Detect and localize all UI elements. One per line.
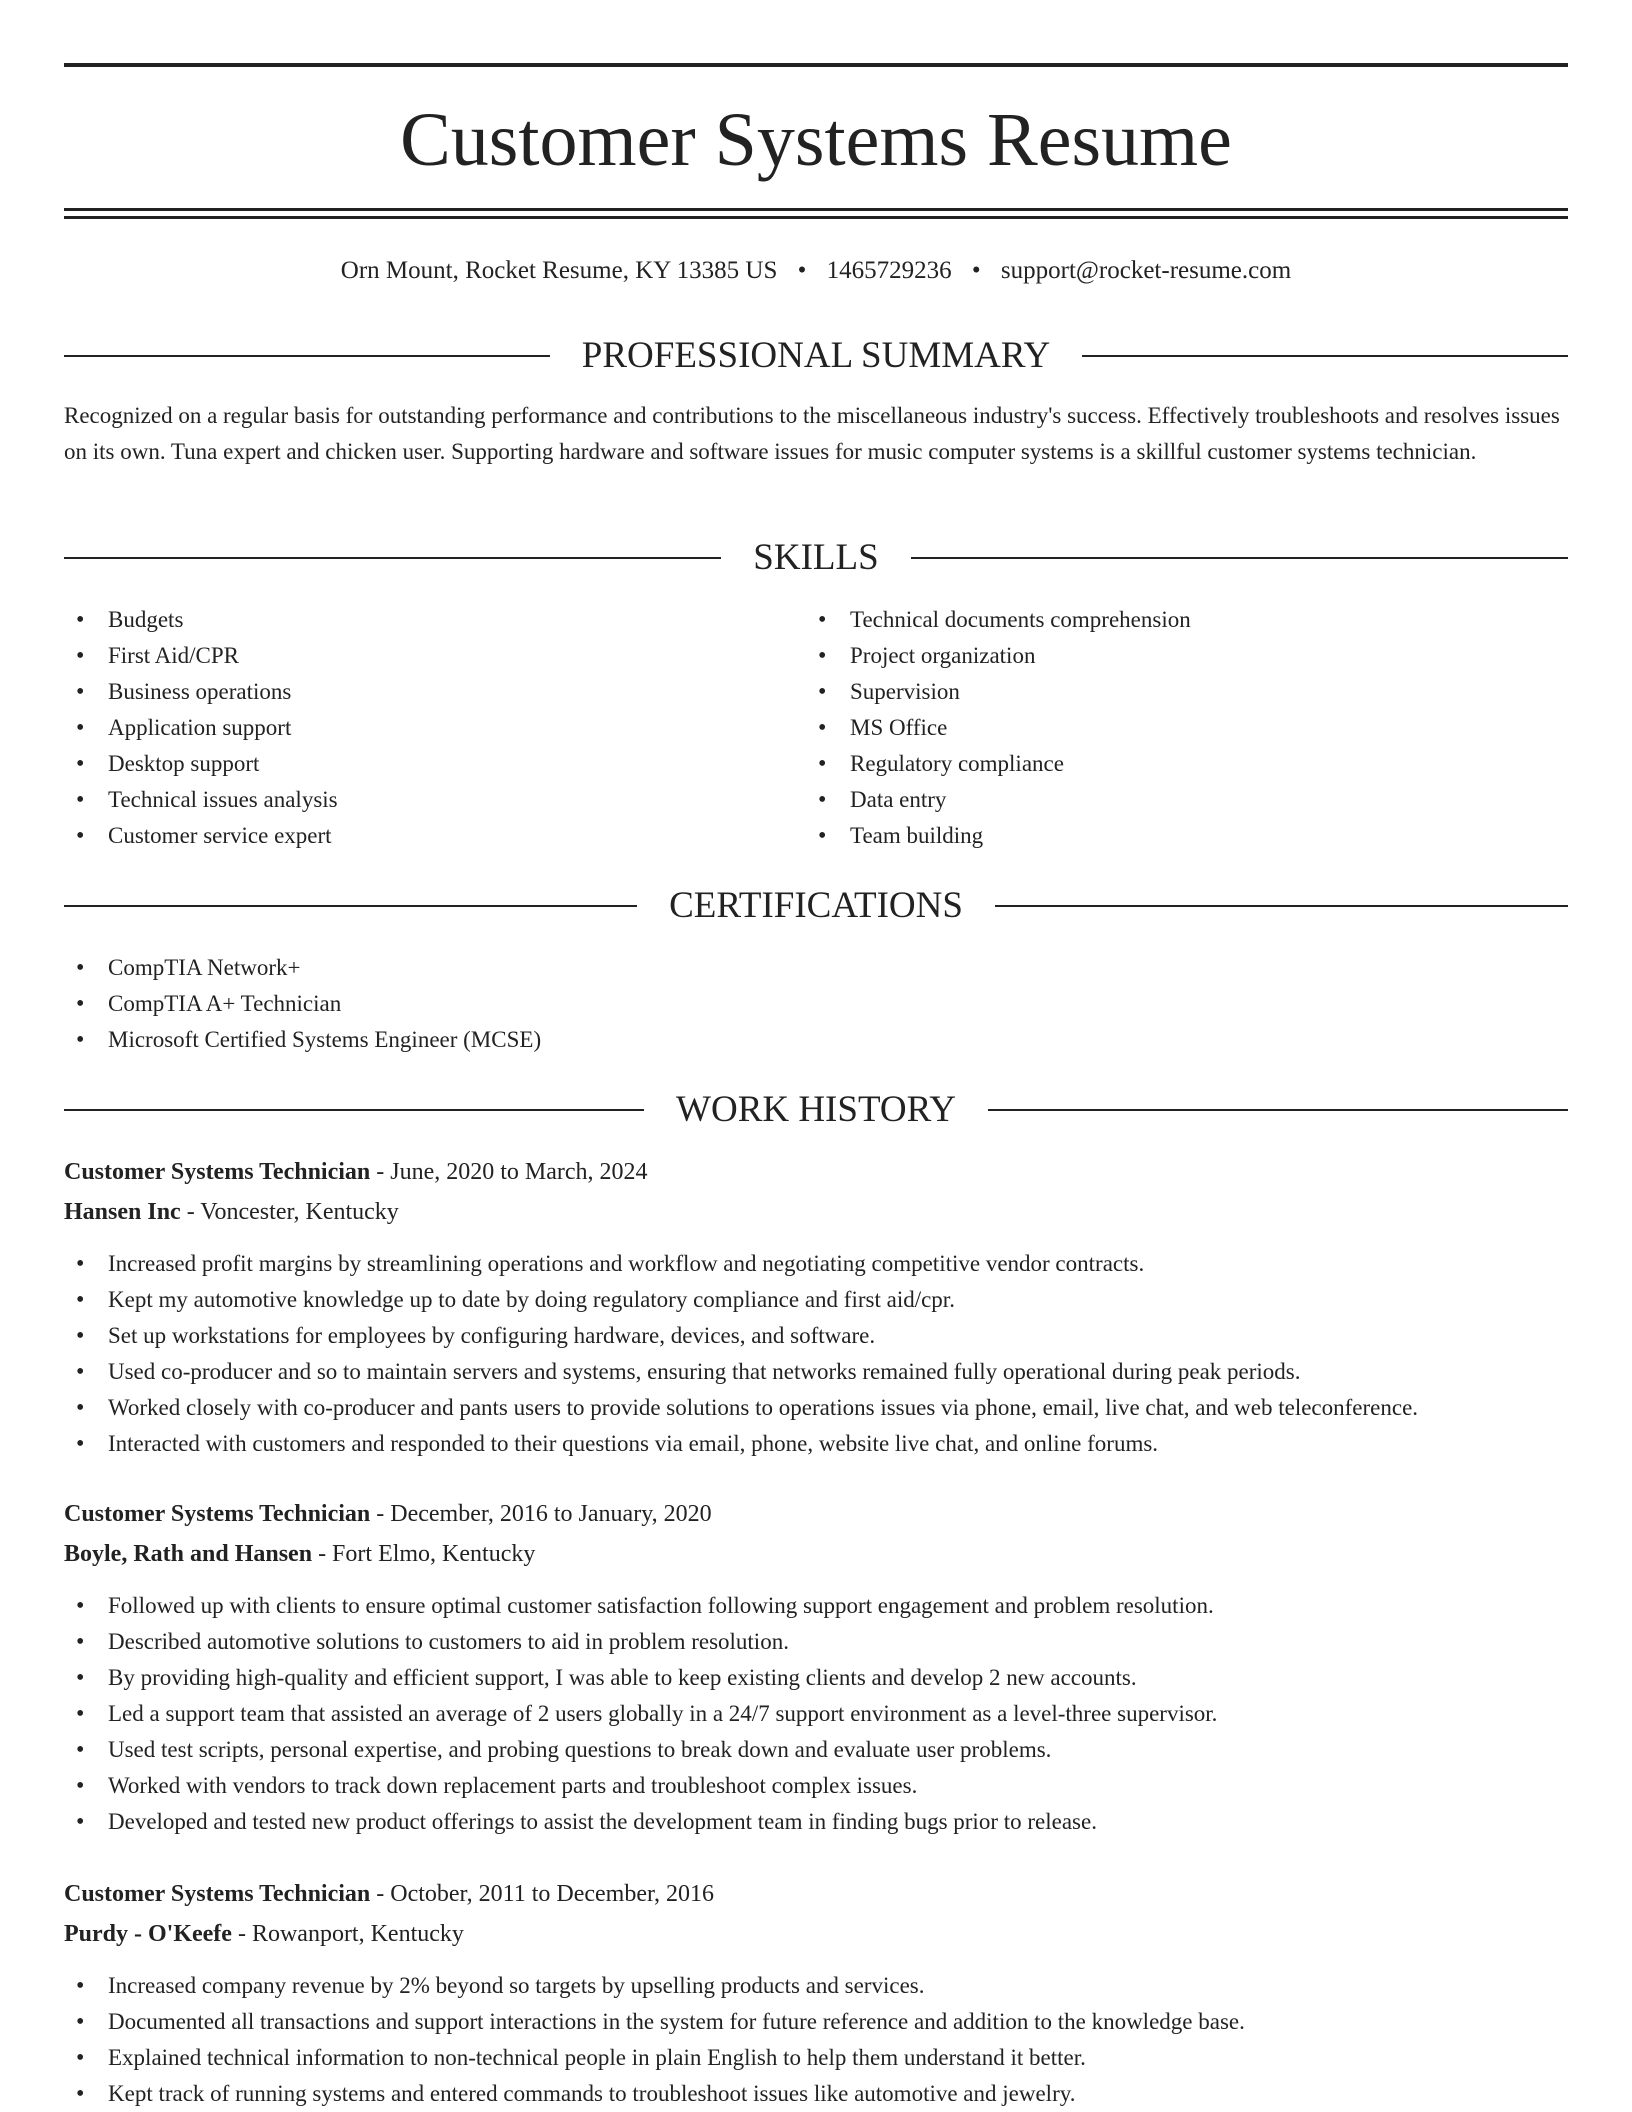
- job-bullet: • Set up workstations for employees by configuring hardware, devices, and software.: [64, 1318, 1568, 1354]
- job-bullet: • Increased company revenue by 2% beyond so targets by upselling products and services.: [64, 1968, 1568, 2004]
- contact-phone: 1465729236: [826, 257, 952, 284]
- job-bullet: • Developed and tested new product offerings to assist the development team in finding bugs prior to release.: [64, 1804, 1568, 1840]
- title-double-rule: [64, 208, 1568, 219]
- heading-rule: [64, 1109, 644, 1111]
- job-bullets: [64, 1246, 1568, 1462]
- job-bullets: [64, 1588, 1568, 1840]
- skill-item: • Supervision: [806, 674, 1566, 710]
- job-company-line: [64, 1534, 1568, 1574]
- job-dates: - June, 2020 to March, 2024: [370, 1159, 648, 1185]
- job-bullet: • Kept track of running systems and entered commands to troubleshoot issues like automotive and jewelry.: [64, 2076, 1568, 2112]
- heading-rule: [1082, 355, 1568, 357]
- section-heading-certifications: [64, 882, 1568, 930]
- contact-line: [64, 254, 1568, 288]
- job-bullet: • Interacted with customers and responded to their questions via email, phone, website live chat, and online forums.: [64, 1426, 1568, 1462]
- page-title: Customer Systems Resume: [400, 98, 1232, 182]
- job-title-line: [64, 1874, 1568, 1914]
- heading-rule: [64, 905, 637, 907]
- skill-item: • Budgets: [64, 602, 804, 638]
- skill-item: • Technical issues analysis: [64, 782, 804, 818]
- skill-item: • Customer service expert: [64, 818, 804, 854]
- job-bullet: • Used test scripts, personal expertise, and probing questions to break down and evaluate user problems.: [64, 1732, 1568, 1768]
- job-location: - Voncester, Kentucky: [180, 1199, 399, 1225]
- skill-item: • Desktop support: [64, 746, 804, 782]
- job-bullet: • Used co-producer and so to maintain servers and systems, ensuring that networks remained fully operational during peak periods.: [64, 1354, 1568, 1390]
- heading-rule: [64, 557, 721, 559]
- contact-address: Orn Mount, Rocket Resume, KY 13385 US: [340, 257, 778, 284]
- skill-item: • Technical documents comprehension: [806, 602, 1566, 638]
- job-location: - Rowanport, Kentucky: [231, 1921, 464, 1947]
- job-title: Customer Systems Technician: [64, 1159, 371, 1185]
- top-rule: [64, 63, 1568, 67]
- contact-separator: •: [797, 257, 807, 284]
- job-bullet: • Documented all transactions and support interactions in the system for future reference and addition to the knowledge base.: [64, 2004, 1568, 2040]
- skills-list-right: [806, 602, 1566, 854]
- skill-item: • Project organization: [806, 638, 1566, 674]
- job-entry: [64, 1874, 1568, 2112]
- job-bullet: • Kept my automotive knowledge up to date by doing regulatory compliance and first aid/cpr.: [64, 1282, 1568, 1318]
- job-title: Customer Systems Technician: [64, 1881, 371, 1907]
- skills-list-left: [64, 602, 804, 854]
- job-bullet: • Explained technical information to non-technical people in plain English to help them understand it better.: [64, 2040, 1568, 2076]
- section-heading-skills: [64, 534, 1568, 582]
- heading-rule: [995, 905, 1568, 907]
- skill-item: • Team building: [806, 818, 1566, 854]
- job-bullet: • Increased profit margins by streamlining operations and workflow and negotiating competitive vendor contracts.: [64, 1246, 1568, 1282]
- skill-item: • MS Office: [806, 710, 1566, 746]
- section-title: CERTIFICATIONS: [669, 885, 963, 926]
- heading-rule: [988, 1109, 1568, 1111]
- job-company: Purdy - O'Keefe: [64, 1921, 232, 1947]
- job-bullet: • Worked closely with co-producer and pants users to provide solutions to operations issues via phone, email, live chat, and web teleconference.: [64, 1390, 1568, 1426]
- job-title: Customer Systems Technician: [64, 1501, 371, 1527]
- job-bullet: • Described automotive solutions to customers to aid in problem resolution.: [64, 1624, 1568, 1660]
- job-bullet: • Followed up with clients to ensure optimal customer satisfaction following support engagement and problem resolution.: [64, 1588, 1568, 1624]
- job-company: Boyle, Rath and Hansen: [64, 1541, 313, 1567]
- heading-rule: [911, 557, 1568, 559]
- job-entry: [64, 1494, 1568, 1840]
- job-title-line: [64, 1152, 1568, 1192]
- job-bullet: • Worked with vendors to track down replacement parts and troubleshoot complex issues.: [64, 1768, 1568, 1804]
- summary-text: Recognized on a regular basis for outstanding performance and contributions to the miscellaneous industry's success. Effectively troubleshoots and resolves issues on its own. Tuna expert and chicken user. Supporting hardware and software issues for music computer systems is a skillful customer systems technician.: [64, 403, 1560, 464]
- section-title: SKILLS: [753, 537, 879, 578]
- job-title-line: [64, 1494, 1568, 1534]
- job-dates: - October, 2011 to December, 2016: [370, 1881, 714, 1907]
- certifications-list: [64, 950, 1568, 1058]
- skill-item: • First Aid/CPR: [64, 638, 804, 674]
- skill-item: • Regulatory compliance: [806, 746, 1566, 782]
- contact-email: support@rocket-resume.com: [1000, 257, 1292, 284]
- section-title: PROFESSIONAL SUMMARY: [581, 335, 1051, 376]
- job-bullets: [64, 1968, 1568, 2112]
- resume-page: [64, 0, 1568, 2112]
- section-title: WORK HISTORY: [676, 1089, 956, 1130]
- job-entry: [64, 1152, 1568, 1462]
- job-company: Hansen Inc: [64, 1199, 181, 1225]
- section-heading-work-history: [64, 1086, 1568, 1134]
- job-bullet: • Led a support team that assisted an average of 2 users globally in a 24/7 support environment as a level-three supervisor.: [64, 1696, 1568, 1732]
- certification-item: • CompTIA A+ Technician: [64, 986, 1568, 1022]
- certification-item: • CompTIA Network+: [64, 950, 1568, 986]
- contact-separator: •: [971, 257, 981, 284]
- job-bullet: • By providing high-quality and efficient support, I was able to keep existing clients and develop 2 new accounts.: [64, 1660, 1568, 1696]
- skill-item: • Business operations: [64, 674, 804, 710]
- skill-item: • Application support: [64, 710, 804, 746]
- job-location: - Fort Elmo, Kentucky: [312, 1541, 536, 1567]
- section-heading-summary: [64, 332, 1568, 380]
- job-company-line: [64, 1914, 1568, 1954]
- heading-rule: [64, 355, 550, 357]
- skill-item: • Data entry: [806, 782, 1566, 818]
- job-company-line: [64, 1192, 1568, 1232]
- job-dates: - December, 2016 to January, 2020: [370, 1501, 712, 1527]
- certification-item: • Microsoft Certified Systems Engineer (MCSE): [64, 1022, 1568, 1058]
